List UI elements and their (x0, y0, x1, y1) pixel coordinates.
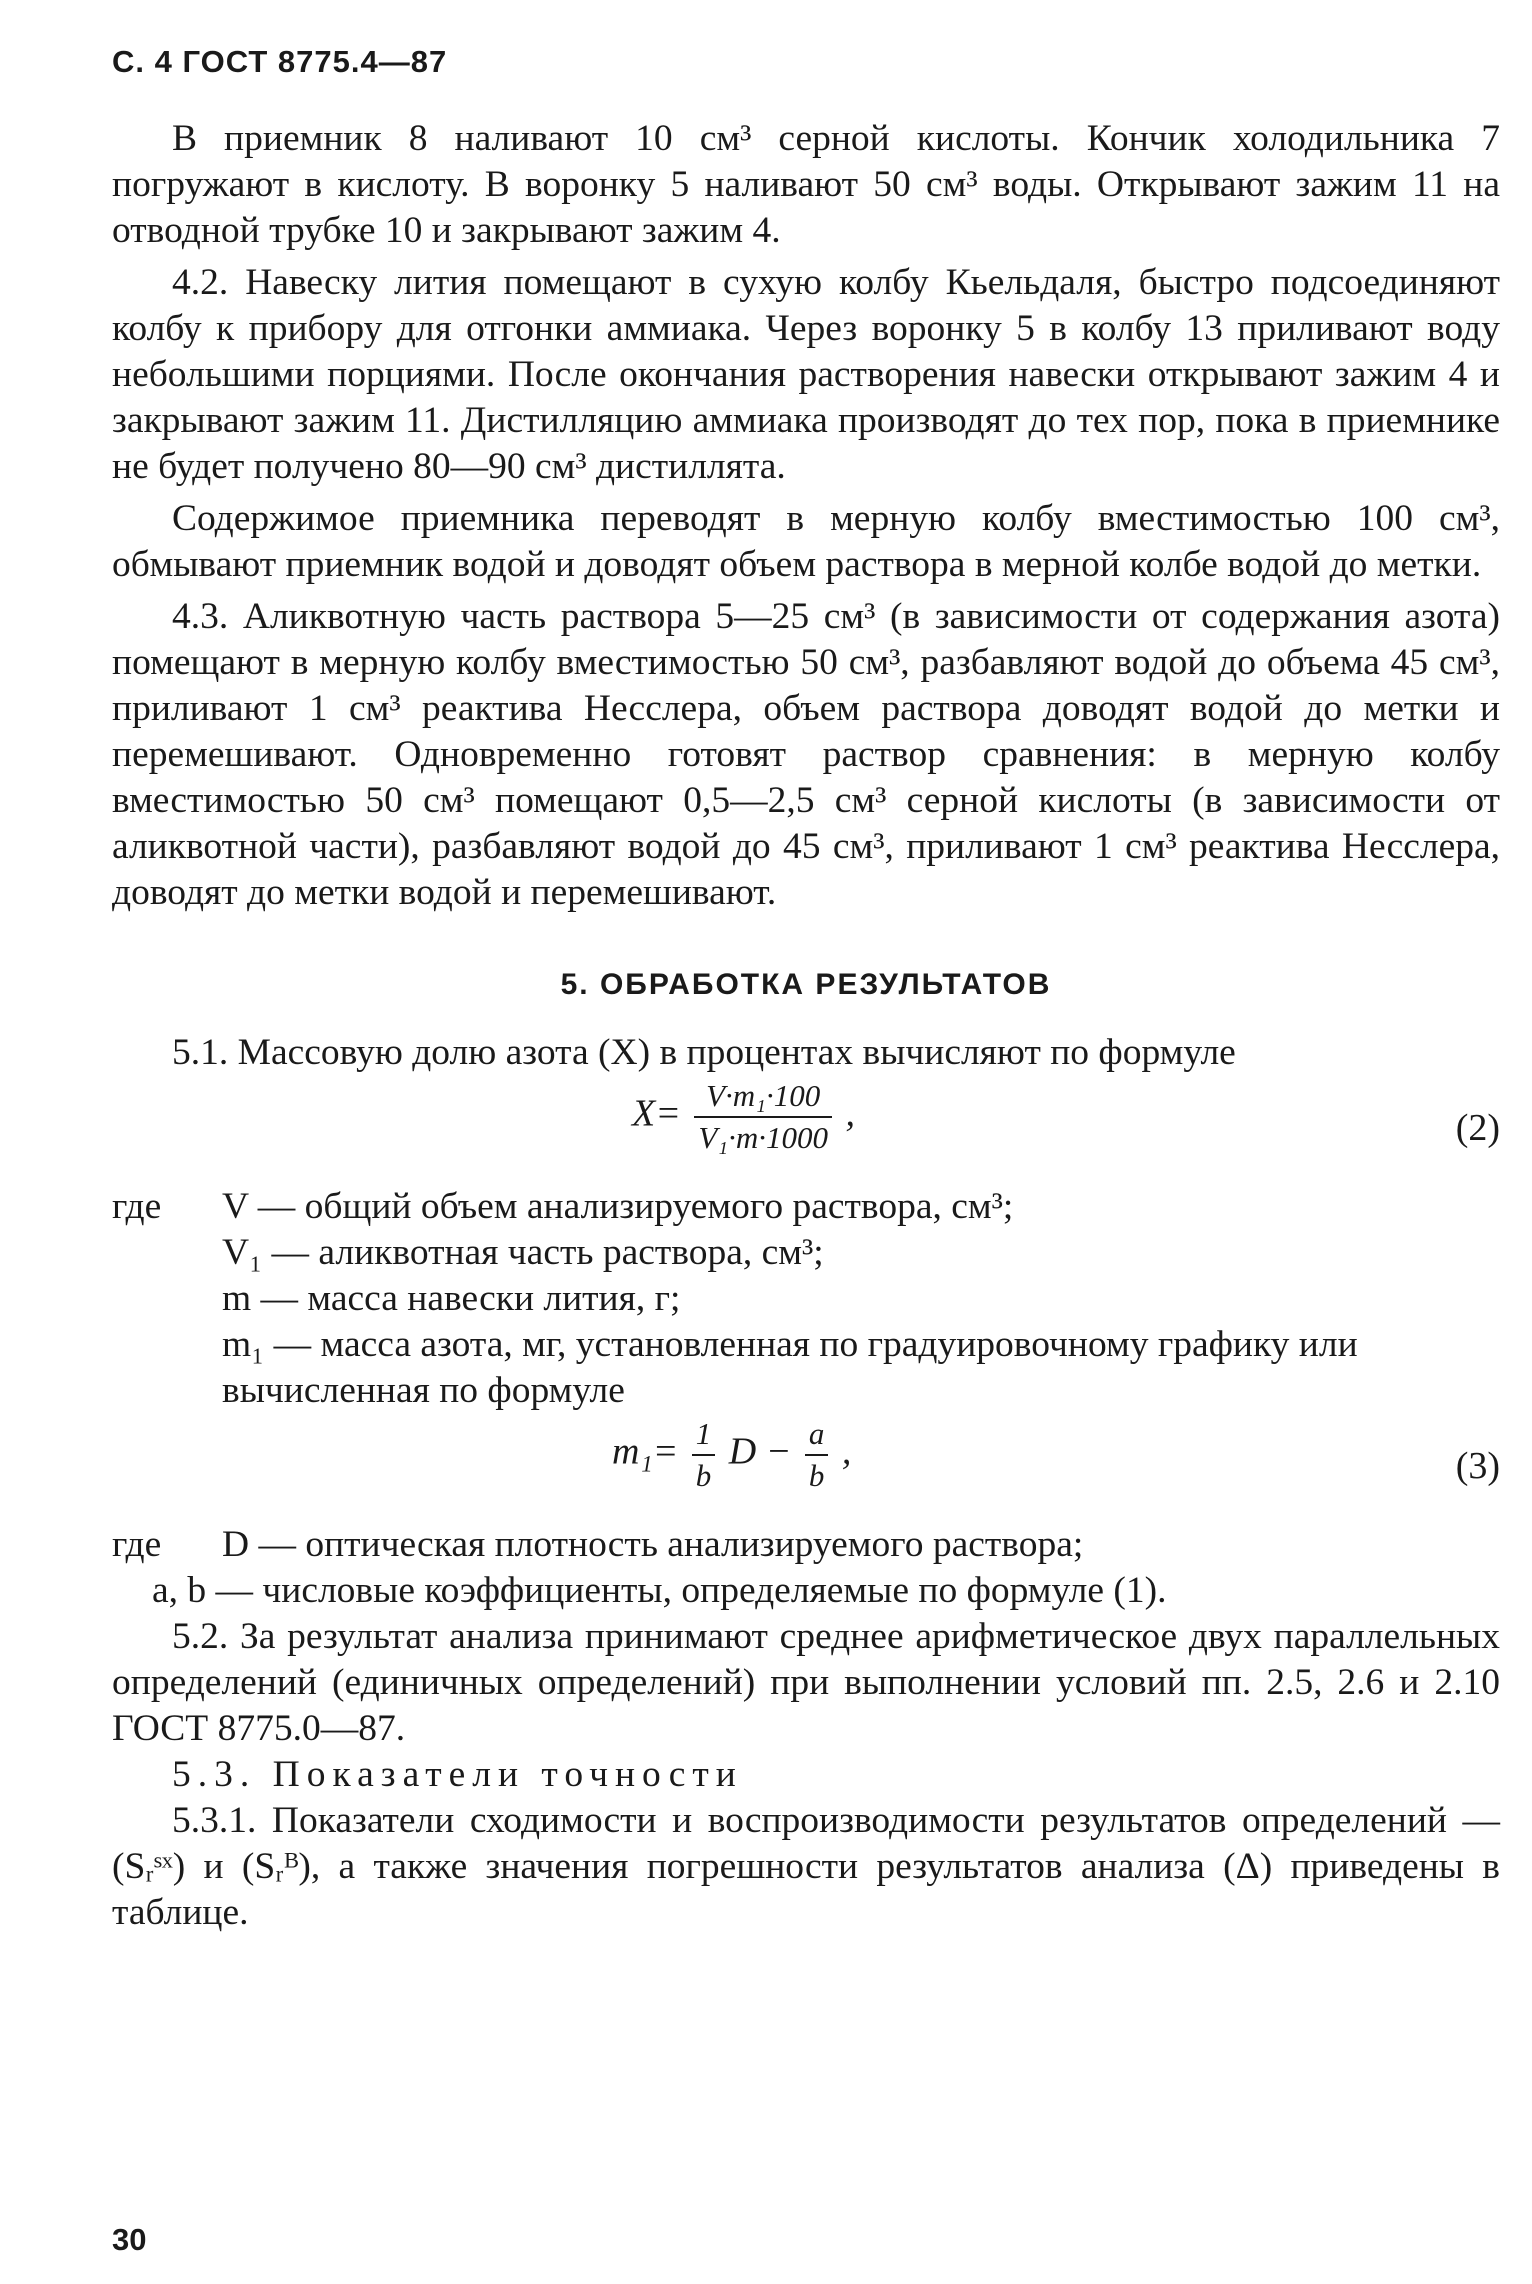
page-number: 30 (112, 2222, 147, 2257)
paragraph: 5.1. Массовую долю азота (X) в процентах вычисляют по формуле (172, 1032, 1236, 1073)
fraction-denominator: V₁·m·1000 (698, 1120, 828, 1155)
formula-middle: D − (728, 1430, 792, 1473)
definition-item: m — масса навески лития, г; (222, 1278, 681, 1319)
formula-lhs: m₁= (612, 1430, 679, 1473)
definition-item: V — общий объем анализируемого раствора, см³; (222, 1186, 1014, 1227)
page-header: С. 4 ГОСТ 8775.4—87 (112, 44, 448, 79)
paragraph: Содержимое приемника переводят в мерную колбу вместимостью 100 см³, обмывают приемник водой и доводят объем раствора в мерной колбе водой до метки. (112, 498, 1500, 585)
fraction-numerator: 1 (692, 1414, 716, 1456)
fraction (805, 1414, 829, 1496)
formula-2 (112, 1076, 1500, 1184)
definition-item: D — оптическая плотность анализируемого раствора; (222, 1524, 1084, 1565)
paragraph: 4.3. Аликвотную часть раствора 5—25 см³ (в зависимости от содержания азота) помещают в мерную колбу вместимостью 50 см³, разбавляют водой до объема 45 см³, приливают 1 см³ реактива Несслера, объем раствора доводят водой до метки и перемешивают. Одновременно готовят раствор сравнения: в мерную колбу вместимостью 50 см³ помещают 0,5—2,5 см³ серной кислоты (в зависимости от аликвотной части), разбавляют водой до 45 см³, приливают 1 см³ реактива Несслера, доводят до метки водой и перемешивают. (112, 596, 1500, 913)
definition-list (112, 1522, 1500, 1614)
fraction-numerator: a (805, 1414, 829, 1456)
section-title: 5. ОБРАБОТКА РЕЗУЛЬТАТОВ (560, 968, 1052, 1001)
document-page (112, 44, 1500, 1936)
definition-item: a, b — числовые коэффициенты, определяемые по формуле (1). (152, 1570, 1167, 1611)
fraction (692, 1414, 716, 1496)
fraction-denominator: b (695, 1458, 712, 1493)
definition-lead: где (112, 1186, 162, 1227)
formula-3 (112, 1414, 1500, 1522)
formula-number: (2) (1455, 1107, 1500, 1149)
paragraph: 5.2. За результат анализа принимают среднее арифметическое двух параллельных определений (единичных определений) при выполнении условий пп. 2.5, 2.6 и 2.10 ГОСТ 8775.0—87. (112, 1616, 1500, 1749)
definition-item: m₁ — масса азота, мг, установленная по градуировочному графику или вычисленная по формуле (222, 1324, 1358, 1411)
formula-lhs: X= (632, 1092, 681, 1135)
definition-item: V₁ — аликвотная часть раствора, см³; (222, 1232, 824, 1273)
paragraph: 5.3.1. Показатели сходимости и воспроизводимости результатов определений — (Sᵣˢˣ) и (Sᵣᴮ), а также значения погрешности результатов анализа (Δ) приведены в таблице. (112, 1800, 1500, 1933)
formula-number: (3) (1455, 1445, 1500, 1487)
subheading: 5.3. Показатели точности (172, 1754, 743, 1795)
paragraph: 4.2. Навеску лития помещают в сухую колбу Кьельдаля, быстро подсоединяют колбу к прибору для отгонки аммиака. Через воронку 5 в колбу 13 приливают воду небольшими порциями. После окончания растворения навески открывают зажим 4 и закрывают зажим 11. Дистилляцию аммиака производят до тех пор, пока в приемнике не будет получено 80—90 см³ дистиллята. (112, 262, 1500, 487)
paragraph: В приемник 8 наливают 10 см³ серной кислоты. Кончик холодильника 7 погружают в кислоту. В воронку 5 наливают 50 см³ воды. Открывают зажим 11 на отводной трубке 10 и закрывают зажим 4. (112, 118, 1500, 251)
fraction-denominator: b (808, 1458, 825, 1493)
formula-tail: , (845, 1092, 855, 1135)
formula-tail: , (841, 1430, 852, 1473)
fraction-numerator: V·m₁·100 (694, 1076, 832, 1118)
definition-lead: где (112, 1524, 162, 1565)
definition-list (112, 1184, 1500, 1414)
fraction (694, 1076, 832, 1158)
